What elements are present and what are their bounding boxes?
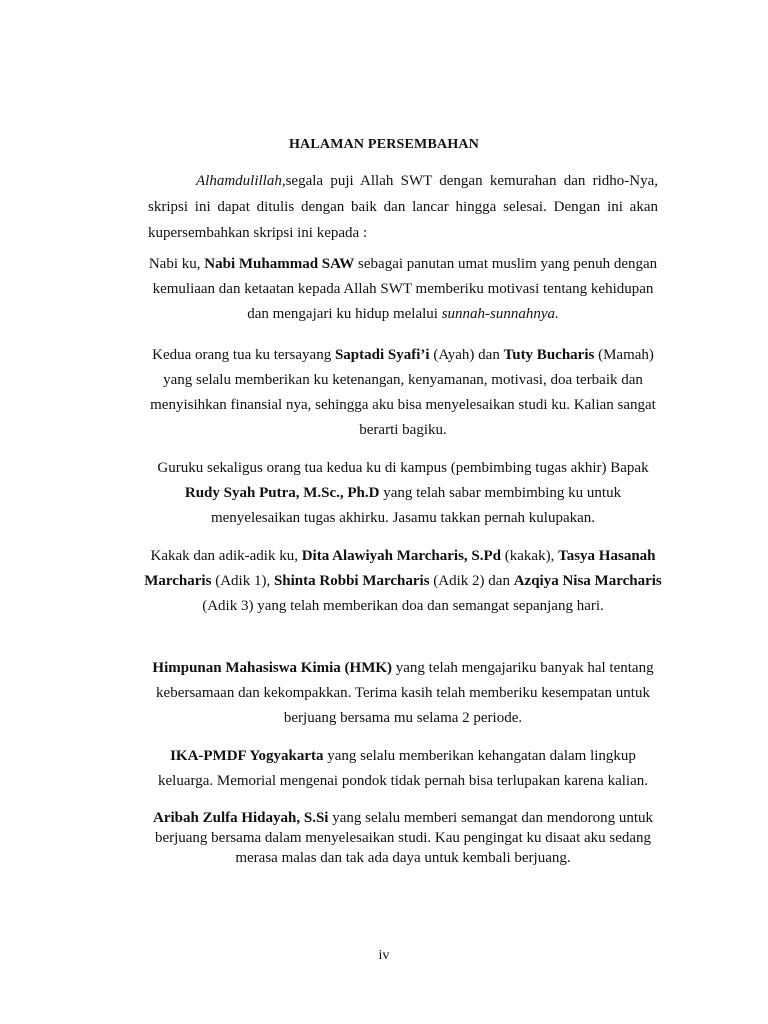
text: (Adik 1), (211, 573, 274, 589)
intro-paragraph (148, 168, 658, 246)
bold-name: Rudy Syah Putra, M.Sc., Ph.D (184, 485, 380, 501)
dedication-hmk (143, 656, 663, 731)
text: yang telah sabar membimbing ku untuk menyelesaikan tugas akhirku. Jasamu takkan pernah kulupakan. (210, 485, 622, 526)
text: (Adik 2) dan (429, 573, 514, 589)
text: sebagai panutan umat muslim yang penuh dengan kemuliaan dan ketaatan kepada Allah SWT memberiku motivasi tentang kehidupan dan mengajari ku hidup melalui (152, 256, 658, 322)
page-number: iv (378, 948, 390, 963)
bold-name: Tuty Bucharis (503, 347, 595, 363)
dedication-parents (143, 343, 663, 443)
bold-name: Saptadi Syafi’i (334, 347, 430, 363)
text: yang selalu memberikan kehangatan dalam lingkup keluarga. Memorial mengenai pondok tidak pernah bisa terlupakan karena kalian. (158, 748, 648, 789)
text: (Mamah) yang selalu memberikan ku ketenangan, kenyamanan, motivasi, doa terbaik dan menyisihkan finansial nya, sehingga aku bisa menyelesaikan studi ku. Kalian sangat berarti bagiku. (150, 347, 656, 438)
dedication-siblings (143, 544, 663, 619)
dedication-ika-pmdf (143, 744, 663, 794)
bold-name: Azqiya Nisa Marcharis (513, 573, 662, 589)
bold-name: Shinta Robbi Marcharis (273, 573, 430, 589)
bold-name: IKA-PMDF Yogyakarta (170, 748, 324, 764)
intro-text: segala puji Allah SWT dengan kemurahan dan ridho-Nya, skripsi ini dapat ditulis dengan baik dan lancar hingga selesai. Dengan ini akan kupersembahkan skripsi ini kepada : (148, 173, 658, 241)
bold-name: Nabi Muhammad SAW (204, 256, 355, 272)
text: Nabi ku, (148, 256, 205, 272)
text: yang telah mengajariku banyak hal tentang kebersamaan dan kekompakkan. Terima kasih telah memberiku kesempatan untuk berjuang bersama mu selama 2 periode. (156, 660, 654, 726)
dedication-aribah (143, 808, 663, 868)
text: Kedua orang tua ku tersayang (152, 347, 335, 363)
page-title: HALAMAN PERSEMBAHAN (288, 137, 480, 152)
bold-name: Himpunan Mahasiswa Kimia (HMK) (152, 660, 393, 676)
text: Guruku sekaligus orang tua kedua ku di kampus (pembimbing tugas akhir) Bapak (157, 460, 649, 476)
text: (kakak), (501, 548, 559, 564)
italic-text: sunnah-sunnahnya. (441, 306, 559, 322)
bold-name: Tasya Hasanah Marcharis (144, 548, 656, 589)
text: (Adik 3) yang telah memberikan doa dan semangat sepanjang hari. (202, 598, 604, 614)
dedication-prophet (143, 252, 663, 327)
dedication-supervisor (143, 456, 663, 531)
text: Kakak dan adik-adik ku, (150, 548, 302, 564)
text: yang selalu memberi semangat dan mendorong untuk berjuang bersama dalam menyelesaikan studi. Kau pengingat ku disaat aku sedang merasa malas dan tak ada daya untuk kembali berjuang. (154, 810, 653, 866)
intro-italic: Alhamdulillah, (196, 173, 286, 189)
text: (Ayah) dan (429, 347, 504, 363)
bold-name: Dita Alawiyah Marcharis, S.Pd (301, 548, 502, 564)
bold-name: Aribah Zulfa Hidayah, S.Si (153, 810, 329, 826)
